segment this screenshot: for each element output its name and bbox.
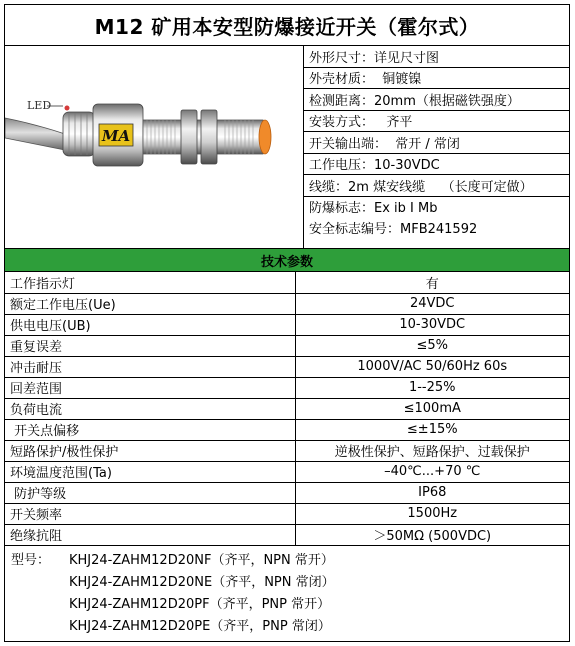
lock-nut-1 [181,110,197,164]
model-item [11,570,569,592]
param-name: 短路保护/极性保护 [5,440,295,461]
cable [5,118,65,150]
spec-sheet [4,4,570,642]
table-row [5,335,569,356]
table-row [5,503,569,524]
param-name: 重复误差 [5,335,295,356]
param-name: 冲击耐压 [5,356,295,377]
table-row [5,272,569,293]
safety-mark: 安全标志编号：MFB241592 [309,222,478,237]
top-section [5,46,569,249]
param-value: ≤±15% [295,419,569,440]
rear-cap [63,112,95,156]
model-list [5,546,569,636]
model-code: KHJ24-ZAHM12D20PE（齐平，PNP 常闭） [69,619,331,634]
led-label: LED [27,99,52,112]
sensor-illustration [5,46,303,248]
spec-cable: 线缆：2m 煤安线缆 （长度可定做） [304,175,569,197]
table-row [5,314,569,335]
spec-dimensions: 外形尺寸：详见尺寸图 [304,46,569,68]
param-name: 额定工作电压(Ue) [5,293,295,314]
table-row [5,293,569,314]
spec-distance: 检测距离：20mm（根据磁铁强度） [304,89,569,111]
param-value: ≤5% [295,335,569,356]
ma-badge-text: MA [101,127,131,145]
param-name: 回差范围 [5,377,295,398]
sensing-face [259,120,271,154]
param-name: 环境温度范围(Ta) [5,461,295,482]
spec-certification [304,197,569,242]
param-value: IP68 [295,482,569,503]
spec-output: 开关输出端： 常开 / 常闭 [304,132,569,154]
param-name: 负荷电流 [5,398,295,419]
param-value: –40℃...+70 ℃ [295,461,569,482]
product-image [5,46,304,248]
param-name: 防护等级 [5,482,295,503]
param-value: 10-30VDC [295,314,569,335]
model-item [11,592,569,614]
params-table [5,272,569,546]
param-value: 24VDC [295,293,569,314]
param-value: 1--25% [295,377,569,398]
param-name: 绝缘抗阻 [5,524,295,545]
model-code: KHJ24-ZAHM12D20NF（齐平，NPN 常开） [69,553,334,568]
lock-nut-2 [201,110,217,164]
param-value: 有 [295,272,569,293]
table-row [5,440,569,461]
param-name: 开关点偏移 [5,419,295,440]
section-title: 技术参数 [5,249,569,272]
param-value: ＞50MΩ (500VDC) [295,524,569,545]
param-name: 工作指示灯 [5,272,295,293]
table-row [5,482,569,503]
table-row [5,356,569,377]
param-value: 逆极性保护、短路保护、过载保护 [295,440,569,461]
spec-housing: 外壳材质： 铜镀镍 [304,68,569,90]
table-row [5,398,569,419]
table-row [5,524,569,545]
led-icon [65,106,70,111]
param-value: 1500Hz [295,503,569,524]
model-item [11,614,569,636]
page-title: M12 矿用本安型防爆接近开关（霍尔式） [5,5,569,46]
param-value: ≤100mA [295,398,569,419]
model-item [11,548,569,570]
model-code: KHJ24-ZAHM12D20NE（齐平，NPN 常闭） [69,575,335,590]
param-name: 开关频率 [5,503,295,524]
param-name: 供电电压(UB) [5,314,295,335]
model-code: KHJ24-ZAHM12D20PF（齐平，PNP 常开） [69,597,331,612]
models-label: 型号： [11,553,51,568]
spec-list [304,46,569,248]
spec-mounting: 安装方式： 齐平 [304,111,569,133]
ex-mark: 防爆标志：Ex ib I Mb [309,201,438,216]
table-row [5,461,569,482]
table-row [5,419,569,440]
spec-voltage: 工作电压：10-30VDC [304,154,569,176]
table-row [5,377,569,398]
param-value: 1000V/AC 50/60Hz 60s [295,356,569,377]
